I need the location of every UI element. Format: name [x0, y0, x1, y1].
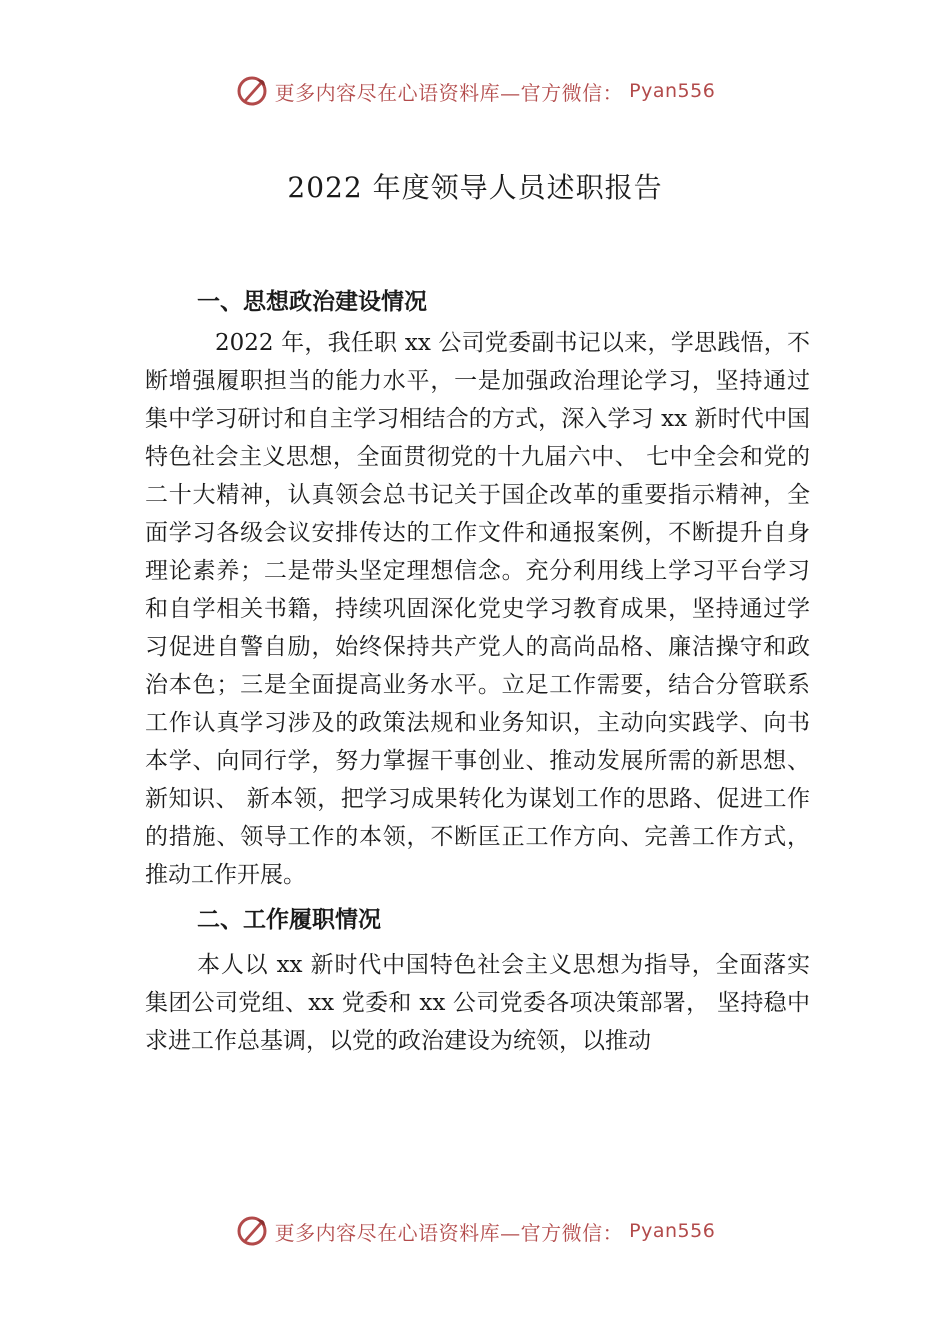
document-body	[145, 280, 810, 1060]
watermark-text: 更多内容尽在心语资料库—官方微信：	[274, 80, 624, 105]
section-paragraph-1: 2022 年，我任职 xx 公司党委副书记以来，学思践悟，不断增强履职担当的能力水平，一是加强政治理论学习，坚持通过集中学习研讨和自主学习相结合的方式，深入学习 xx 新时代中国特色社会主义思想，全面贯彻党的十九届六中、 七中全会和党的二十大精神，认真领会总书记关于国企改革的重要指示精神，全面学习各级会议安排传达的工作文件和通报案例，不断提升自身理论素养；二是带头坚定理想信念。充分利用线上学习平台学习和自学相关书籍，持续巩固深化党史学习教育成果，坚持通过学习促进自警自励，始终保持共产党人的高尚品格、廉洁操守和政治本色；三是全面提高业务水平。立足工作需要，结合分管联系工作认真学习涉及的政策法规和业务知识，主动向实践学、向书本学、向同行学，努力掌握干事创业、推动发展所需的新思想、新知识、 新本领，把学习成果转化为谋划工作的思路、促进工作的措施、领导工作的本领，不断匡正工作方向、完善工作方式， 推动工作开展。	[145, 330, 810, 888]
quill-logo-icon	[235, 74, 269, 108]
section-heading-1: 一、思想政治建设情况	[197, 289, 427, 315]
watermark-wechat-id: Pyan556	[629, 80, 716, 102]
section-heading-2: 二、工作履职情况	[197, 907, 381, 933]
header-watermark	[0, 74, 950, 108]
section-paragraph-2: 本人以 xx 新时代中国特色社会主义思想为指导，全面落实集团公司党组、xx 党委和 xx 公司党委各项决策部署， 坚持稳中求进工作总基调，以党的政治建设为统领，以推动	[145, 952, 810, 1054]
quill-logo-icon	[235, 1214, 269, 1248]
watermark-wechat-id: Pyan556	[629, 1220, 716, 1242]
document-title: 2022 年度领导人员述职报告	[287, 171, 663, 204]
watermark-text: 更多内容尽在心语资料库—官方微信：	[274, 1220, 624, 1245]
footer-watermark	[0, 1214, 950, 1248]
